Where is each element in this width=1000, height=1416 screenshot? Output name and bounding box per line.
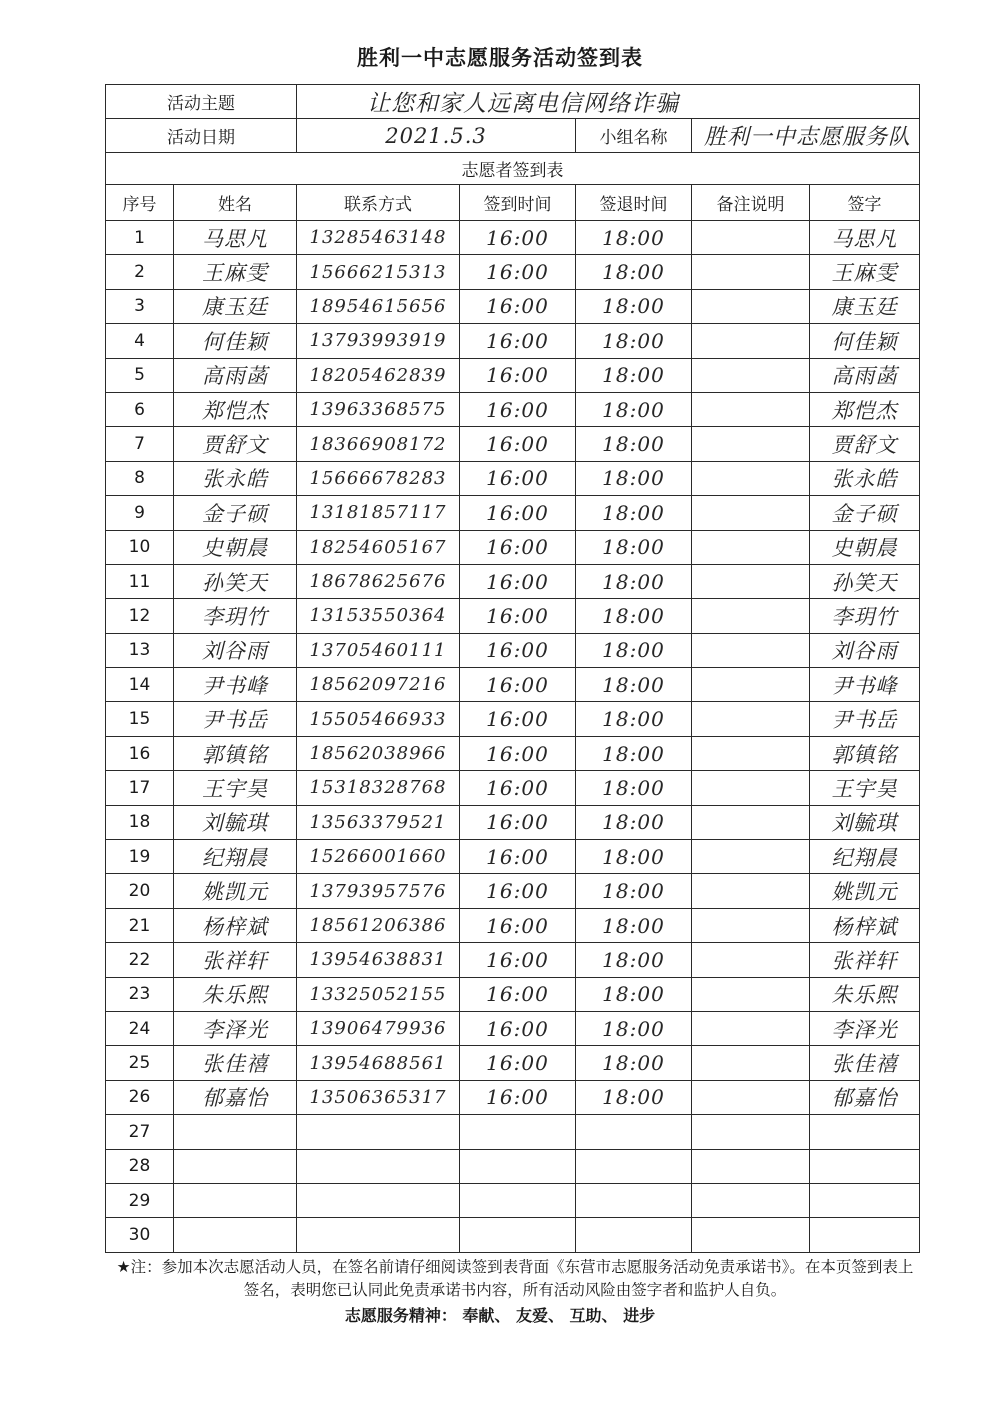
row-phone: 13563379521	[297, 805, 460, 839]
row-phone	[297, 1149, 460, 1183]
theme-label: 活动主题	[106, 85, 297, 119]
row-remark	[692, 1115, 810, 1149]
row-checkout	[576, 1218, 692, 1252]
row-checkin: 16:00	[460, 1080, 576, 1114]
table-row	[106, 1115, 920, 1149]
row-sign: 张永皓	[810, 461, 920, 495]
row-checkout: 18:00	[576, 324, 692, 358]
row-sign: 刘谷雨	[810, 633, 920, 667]
row-remark	[692, 530, 810, 564]
row-phone: 15666678283	[297, 461, 460, 495]
row-sign	[810, 1218, 920, 1252]
row-remark	[692, 255, 810, 289]
date-value: 2021.5.3	[297, 119, 576, 153]
row-checkin	[460, 1218, 576, 1252]
row-checkout: 18:00	[576, 1046, 692, 1080]
row-remark	[692, 908, 810, 942]
row-name: 姚凯元	[174, 874, 297, 908]
row-name: 郭镇铭	[174, 736, 297, 770]
section-row	[106, 153, 920, 185]
row-phone: 18954615656	[297, 289, 460, 323]
row-name: 孙笑天	[174, 564, 297, 598]
header-phone: 联系方式	[297, 185, 460, 221]
row-checkin: 16:00	[460, 874, 576, 908]
row-phone: 18562097216	[297, 668, 460, 702]
row-no: 2	[106, 255, 174, 289]
row-checkin	[460, 1115, 576, 1149]
row-sign	[810, 1115, 920, 1149]
row-sign: 朱乐熙	[810, 977, 920, 1011]
row-name: 尹书峰	[174, 668, 297, 702]
row-checkin: 16:00	[460, 771, 576, 805]
row-sign: 张祥轩	[810, 943, 920, 977]
row-name	[174, 1115, 297, 1149]
row-sign: 刘毓琪	[810, 805, 920, 839]
row-checkout: 18:00	[576, 564, 692, 598]
row-checkout: 18:00	[576, 908, 692, 942]
table-row	[106, 1080, 920, 1114]
row-phone: 18254605167	[297, 530, 460, 564]
row-phone: 13705460111	[297, 633, 460, 667]
row-no: 15	[106, 702, 174, 736]
table-row	[106, 1218, 920, 1252]
row-no: 9	[106, 496, 174, 530]
row-checkout: 18:00	[576, 255, 692, 289]
row-sign: 李玥竹	[810, 599, 920, 633]
row-sign: 康玉廷	[810, 289, 920, 323]
row-checkin	[460, 1183, 576, 1217]
table-row	[106, 358, 920, 392]
row-checkout: 18:00	[576, 496, 692, 530]
row-name: 王麻雯	[174, 255, 297, 289]
row-no: 16	[106, 736, 174, 770]
table-row	[106, 943, 920, 977]
row-checkin: 16:00	[460, 358, 576, 392]
row-no: 26	[106, 1080, 174, 1114]
row-checkin: 16:00	[460, 908, 576, 942]
row-remark	[692, 496, 810, 530]
row-sign: 孙笑天	[810, 564, 920, 598]
row-remark	[692, 1080, 810, 1114]
row-name: 康玉廷	[174, 289, 297, 323]
row-sign: 张佳禧	[810, 1046, 920, 1080]
row-no: 30	[106, 1218, 174, 1252]
row-phone: 18678625676	[297, 564, 460, 598]
row-remark	[692, 392, 810, 426]
row-remark	[692, 221, 810, 255]
row-checkin: 16:00	[460, 221, 576, 255]
row-checkout: 18:00	[576, 943, 692, 977]
footnote: ★注：参加本次志愿活动人员，在签名前请仔细阅读签到表背面《东营市志愿服务活动免责承诺书》。在本页签到表上签名，表明您已认同此免责承诺书内容，所有活动风险由签字者和监护人自负。	[116, 1258, 914, 1299]
row-name: 朱乐熙	[174, 977, 297, 1011]
header-no: 序号	[106, 185, 174, 221]
row-name: 张佳禧	[174, 1046, 297, 1080]
row-phone: 18366908172	[297, 427, 460, 461]
row-name: 郑恺杰	[174, 392, 297, 426]
row-no: 28	[106, 1149, 174, 1183]
row-remark	[692, 1046, 810, 1080]
row-checkout: 18:00	[576, 358, 692, 392]
row-remark	[692, 324, 810, 358]
row-checkin: 16:00	[460, 324, 576, 358]
row-sign: 郑恺杰	[810, 392, 920, 426]
row-remark	[692, 1011, 810, 1045]
spirit-line: 志愿服务精神： 奉献、 友爱、 互助、 进步	[344, 1306, 656, 1325]
page-title: 胜利一中志愿服务活动签到表	[357, 46, 643, 70]
row-sign: 史朝晨	[810, 530, 920, 564]
row-name: 高雨菡	[174, 358, 297, 392]
row-phone: 15318328768	[297, 771, 460, 805]
row-checkout: 18:00	[576, 392, 692, 426]
row-remark	[692, 736, 810, 770]
row-phone	[297, 1115, 460, 1149]
table-row	[106, 1183, 920, 1217]
row-phone: 13954688561	[297, 1046, 460, 1080]
row-name: 杨梓斌	[174, 908, 297, 942]
row-checkin: 16:00	[460, 461, 576, 495]
row-checkout: 18:00	[576, 1011, 692, 1045]
row-checkin: 16:00	[460, 943, 576, 977]
row-name: 李泽光	[174, 1011, 297, 1045]
row-no: 4	[106, 324, 174, 358]
header-row	[106, 185, 920, 221]
row-name: 刘毓琪	[174, 805, 297, 839]
row-checkout: 18:00	[576, 427, 692, 461]
row-no: 1	[106, 221, 174, 255]
row-name: 张永皓	[174, 461, 297, 495]
row-checkin: 16:00	[460, 840, 576, 874]
row-checkin: 16:00	[460, 392, 576, 426]
row-checkout: 18:00	[576, 668, 692, 702]
row-no: 23	[106, 977, 174, 1011]
row-checkin: 16:00	[460, 977, 576, 1011]
row-checkin	[460, 1149, 576, 1183]
row-remark	[692, 633, 810, 667]
row-sign: 杨梓斌	[810, 908, 920, 942]
row-checkout: 18:00	[576, 874, 692, 908]
table-row	[106, 1011, 920, 1045]
row-name: 李玥竹	[174, 599, 297, 633]
row-phone: 18205462839	[297, 358, 460, 392]
row-remark	[692, 771, 810, 805]
row-name: 史朝晨	[174, 530, 297, 564]
row-checkout: 18:00	[576, 736, 692, 770]
table-row	[106, 1149, 920, 1183]
row-checkout: 18:00	[576, 840, 692, 874]
row-sign: 姚凯元	[810, 874, 920, 908]
group-label: 小组名称	[576, 119, 692, 153]
row-remark	[692, 702, 810, 736]
row-phone	[297, 1218, 460, 1252]
row-checkin: 16:00	[460, 530, 576, 564]
row-phone: 18562038966	[297, 736, 460, 770]
row-name: 纪翔晨	[174, 840, 297, 874]
header-name: 姓名	[174, 185, 297, 221]
row-checkout: 18:00	[576, 221, 692, 255]
row-sign: 郭镇铭	[810, 736, 920, 770]
table-row	[106, 977, 920, 1011]
row-sign: 王麻雯	[810, 255, 920, 289]
row-no: 5	[106, 358, 174, 392]
row-sign	[810, 1149, 920, 1183]
table-row	[106, 599, 920, 633]
row-checkout: 18:00	[576, 771, 692, 805]
row-no: 20	[106, 874, 174, 908]
row-sign: 尹书岳	[810, 702, 920, 736]
table-row	[106, 1046, 920, 1080]
row-sign: 尹书峰	[810, 668, 920, 702]
table-row	[106, 461, 920, 495]
row-phone: 13906479936	[297, 1011, 460, 1045]
row-checkout: 18:00	[576, 530, 692, 564]
row-phone: 18561206386	[297, 908, 460, 942]
table-row	[106, 736, 920, 770]
table-row	[106, 702, 920, 736]
row-remark	[692, 358, 810, 392]
row-phone: 13325052155	[297, 977, 460, 1011]
row-no: 14	[106, 668, 174, 702]
row-no: 13	[106, 633, 174, 667]
row-checkin: 16:00	[460, 255, 576, 289]
row-no: 25	[106, 1046, 174, 1080]
row-checkin: 16:00	[460, 599, 576, 633]
row-phone	[297, 1183, 460, 1217]
row-sign: 李泽光	[810, 1011, 920, 1045]
row-phone: 15505466933	[297, 702, 460, 736]
row-sign: 郁嘉怡	[810, 1080, 920, 1114]
row-name: 刘谷雨	[174, 633, 297, 667]
row-remark	[692, 943, 810, 977]
row-phone: 15266001660	[297, 840, 460, 874]
signin-table	[105, 84, 920, 1253]
row-name: 贾舒文	[174, 427, 297, 461]
row-checkin: 16:00	[460, 736, 576, 770]
row-phone: 13793957576	[297, 874, 460, 908]
row-checkin: 16:00	[460, 805, 576, 839]
table-row	[106, 221, 920, 255]
row-name	[174, 1149, 297, 1183]
table-row	[106, 530, 920, 564]
row-checkout	[576, 1183, 692, 1217]
row-checkin: 16:00	[460, 289, 576, 323]
row-checkin: 16:00	[460, 1011, 576, 1045]
row-no: 18	[106, 805, 174, 839]
row-checkout: 18:00	[576, 633, 692, 667]
row-sign: 纪翔晨	[810, 840, 920, 874]
row-name: 何佳颖	[174, 324, 297, 358]
row-remark	[692, 564, 810, 598]
row-remark	[692, 840, 810, 874]
table-row	[106, 289, 920, 323]
row-no: 29	[106, 1183, 174, 1217]
row-name	[174, 1218, 297, 1252]
row-remark	[692, 599, 810, 633]
row-checkout: 18:00	[576, 977, 692, 1011]
row-sign: 贾舒文	[810, 427, 920, 461]
row-checkin: 16:00	[460, 702, 576, 736]
row-remark	[692, 1183, 810, 1217]
row-checkout: 18:00	[576, 461, 692, 495]
row-remark	[692, 977, 810, 1011]
row-phone: 13285463148	[297, 221, 460, 255]
row-phone: 13793993919	[297, 324, 460, 358]
row-name: 郁嘉怡	[174, 1080, 297, 1114]
row-checkout: 18:00	[576, 599, 692, 633]
row-phone: 13954638831	[297, 943, 460, 977]
row-phone: 13963368575	[297, 392, 460, 426]
table-row	[106, 392, 920, 426]
row-no: 7	[106, 427, 174, 461]
row-checkin: 16:00	[460, 496, 576, 530]
row-checkout	[576, 1115, 692, 1149]
row-no: 22	[106, 943, 174, 977]
row-no: 17	[106, 771, 174, 805]
row-checkout: 18:00	[576, 805, 692, 839]
row-name: 王宇昊	[174, 771, 297, 805]
row-no: 10	[106, 530, 174, 564]
table-row	[106, 633, 920, 667]
row-checkout: 18:00	[576, 289, 692, 323]
row-checkin: 16:00	[460, 427, 576, 461]
table-row	[106, 771, 920, 805]
row-remark	[692, 1218, 810, 1252]
table-row	[106, 564, 920, 598]
table-row	[106, 324, 920, 358]
row-name: 张祥轩	[174, 943, 297, 977]
theme-row	[106, 85, 920, 119]
row-remark	[692, 874, 810, 908]
row-checkin: 16:00	[460, 633, 576, 667]
row-no: 11	[106, 564, 174, 598]
table-row	[106, 874, 920, 908]
table-row	[106, 908, 920, 942]
row-sign: 高雨菡	[810, 358, 920, 392]
row-sign	[810, 1183, 920, 1217]
row-sign: 何佳颖	[810, 324, 920, 358]
header-remark: 备注说明	[692, 185, 810, 221]
row-remark	[692, 289, 810, 323]
row-remark	[692, 1149, 810, 1183]
row-checkout: 18:00	[576, 1080, 692, 1114]
row-remark	[692, 805, 810, 839]
row-checkin: 16:00	[460, 1046, 576, 1080]
row-no: 27	[106, 1115, 174, 1149]
table-row	[106, 427, 920, 461]
table-row	[106, 668, 920, 702]
row-no: 12	[106, 599, 174, 633]
row-name	[174, 1183, 297, 1217]
date-row	[106, 119, 920, 153]
row-no: 3	[106, 289, 174, 323]
row-no: 21	[106, 908, 174, 942]
row-name: 尹书岳	[174, 702, 297, 736]
row-sign: 王宇昊	[810, 771, 920, 805]
row-no: 24	[106, 1011, 174, 1045]
group-value: 胜利一中志愿服务队	[692, 119, 920, 153]
header-checkin: 签到时间	[460, 185, 576, 221]
table-row	[106, 840, 920, 874]
theme-value: 让您和家人远离电信网络诈骗	[297, 85, 920, 119]
row-phone: 13153550364	[297, 599, 460, 633]
table-row	[106, 255, 920, 289]
header-sign: 签字	[810, 185, 920, 221]
table-row	[106, 496, 920, 530]
row-checkout: 18:00	[576, 702, 692, 736]
row-phone: 13506365317	[297, 1080, 460, 1114]
row-checkin: 16:00	[460, 668, 576, 702]
row-no: 6	[106, 392, 174, 426]
row-no: 8	[106, 461, 174, 495]
row-remark	[692, 427, 810, 461]
row-sign: 金子硕	[810, 496, 920, 530]
header-checkout: 签退时间	[576, 185, 692, 221]
row-remark	[692, 668, 810, 702]
row-phone: 15666215313	[297, 255, 460, 289]
row-no: 19	[106, 840, 174, 874]
table-row	[106, 805, 920, 839]
date-label: 活动日期	[106, 119, 297, 153]
row-sign: 马思凡	[810, 221, 920, 255]
row-checkin: 16:00	[460, 564, 576, 598]
row-phone: 13181857117	[297, 496, 460, 530]
row-name: 马思凡	[174, 221, 297, 255]
row-name: 金子硕	[174, 496, 297, 530]
row-remark	[692, 461, 810, 495]
section-title: 志愿者签到表	[106, 153, 920, 185]
row-checkout	[576, 1149, 692, 1183]
